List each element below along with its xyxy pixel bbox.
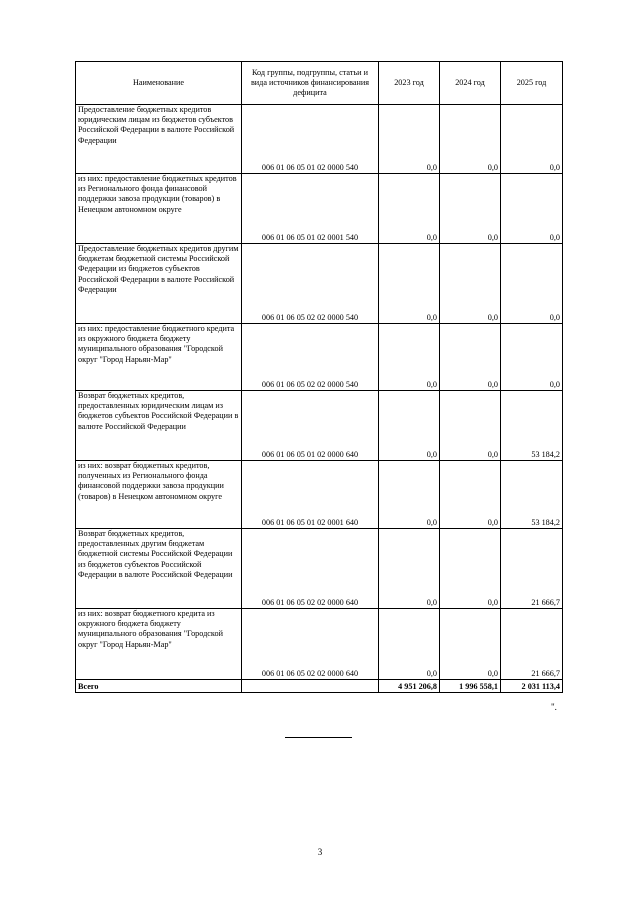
- row-value-2023: 0,0: [379, 105, 440, 174]
- header-name: Наименование: [76, 62, 242, 105]
- row-code: 006 01 06 05 02 02 0000 540: [242, 324, 379, 391]
- total-value-2023: 4 951 206,8: [379, 680, 440, 693]
- table-row: [76, 174, 563, 244]
- header-code: Код группы, подгруппы, статьи и вида источников финансирования дефицита: [242, 62, 379, 105]
- row-value-2024: 0,0: [440, 609, 501, 680]
- row-name: Предоставление бюджетных кредитов другим бюджетам бюджетной системы Российской Федерации из бюджетов субъектов Российской Федерации в валюте Российской Федерации: [76, 244, 242, 324]
- row-code: 006 01 06 05 01 02 0000 640: [242, 391, 379, 461]
- row-value-2024: 0,0: [440, 105, 501, 174]
- row-value-2024: 0,0: [440, 174, 501, 244]
- table-row: [76, 105, 563, 174]
- row-value-2025: 21 666,7: [501, 609, 563, 680]
- table-row: [76, 244, 563, 324]
- row-code: 006 01 06 05 01 02 0001 540: [242, 174, 379, 244]
- row-code: 006 01 06 05 02 02 0000 540: [242, 244, 379, 324]
- row-value-2024: 0,0: [440, 391, 501, 461]
- row-value-2023: 0,0: [379, 244, 440, 324]
- row-value-2025: 53 184,2: [501, 461, 563, 529]
- row-value-2025: 53 184,2: [501, 391, 563, 461]
- row-value-2024: 0,0: [440, 529, 501, 609]
- separator-line: [285, 737, 352, 738]
- row-value-2023: 0,0: [379, 609, 440, 680]
- header-2023: 2023 год: [379, 62, 440, 105]
- row-value-2023: 0,0: [379, 391, 440, 461]
- row-value-2024: 0,0: [440, 324, 501, 391]
- row-value-2025: 0,0: [501, 244, 563, 324]
- page-number: 3: [317, 847, 323, 857]
- row-value-2025: 0,0: [501, 174, 563, 244]
- total-label: Всего: [76, 680, 242, 693]
- budget-sources-table: [75, 61, 563, 693]
- row-value-2023: 0,0: [379, 324, 440, 391]
- row-value-2025: 0,0: [501, 324, 563, 391]
- row-name: Предоставление бюджетных кредитов юридическим лицам из бюджетов субъектов Российской Федерации в валюте Российской Федерации: [76, 105, 242, 174]
- row-name: из них: возврат бюджетных кредитов, полученных из Регионального фонда финансовой поддержки завоза продукции (товаров) в Ненецком автономном округе: [76, 461, 242, 529]
- table-row: [76, 529, 563, 609]
- row-value-2023: 0,0: [379, 529, 440, 609]
- table-row: [76, 391, 563, 461]
- total-value-2025: 2 031 113,4: [501, 680, 563, 693]
- row-name: Возврат бюджетных кредитов, предоставленных юридическим лицам из бюджетов субъектов Российской Федерации в валюте Российской Федерации: [76, 391, 242, 461]
- table-header-row: [76, 62, 563, 105]
- row-value-2023: 0,0: [379, 174, 440, 244]
- table-row: [76, 324, 563, 391]
- row-code: 006 01 06 05 01 02 0000 540: [242, 105, 379, 174]
- row-value-2024: 0,0: [440, 461, 501, 529]
- closing-quote: ".: [551, 702, 557, 712]
- row-value-2025: 21 666,7: [501, 529, 563, 609]
- row-value-2025: 0,0: [501, 105, 563, 174]
- row-name: из них: предоставление бюджетных кредитов из Регионального фонда финансовой поддержки завоза продукции (товаров) в Ненецком автономном округе: [76, 174, 242, 244]
- table-row: [76, 461, 563, 529]
- total-code: [242, 680, 379, 693]
- row-name: из них: возврат бюджетного кредита из окружного бюджета бюджету муниципального образования "Городской округ "Город Нарьян-Мар": [76, 609, 242, 680]
- total-value-2024: 1 996 558,1: [440, 680, 501, 693]
- header-2024: 2024 год: [440, 62, 501, 105]
- header-2025: 2025 год: [501, 62, 563, 105]
- table-row: [76, 609, 563, 680]
- row-name: Возврат бюджетных кредитов, предоставленных другим бюджетам бюджетной системы Российской Федерации из бюджетов субъектов Российской Федерации в валюте Российской Федерации: [76, 529, 242, 609]
- row-value-2024: 0,0: [440, 244, 501, 324]
- row-name: из них: предоставление бюджетного кредита из окружного бюджета бюджету муниципального образования "Городской округ "Город Нарьян-Мар": [76, 324, 242, 391]
- row-code: 006 01 06 05 02 02 0000 640: [242, 529, 379, 609]
- row-value-2023: 0,0: [379, 461, 440, 529]
- total-row: [76, 680, 563, 693]
- row-code: 006 01 06 05 01 02 0001 640: [242, 461, 379, 529]
- row-code: 006 01 06 05 02 02 0000 640: [242, 609, 379, 680]
